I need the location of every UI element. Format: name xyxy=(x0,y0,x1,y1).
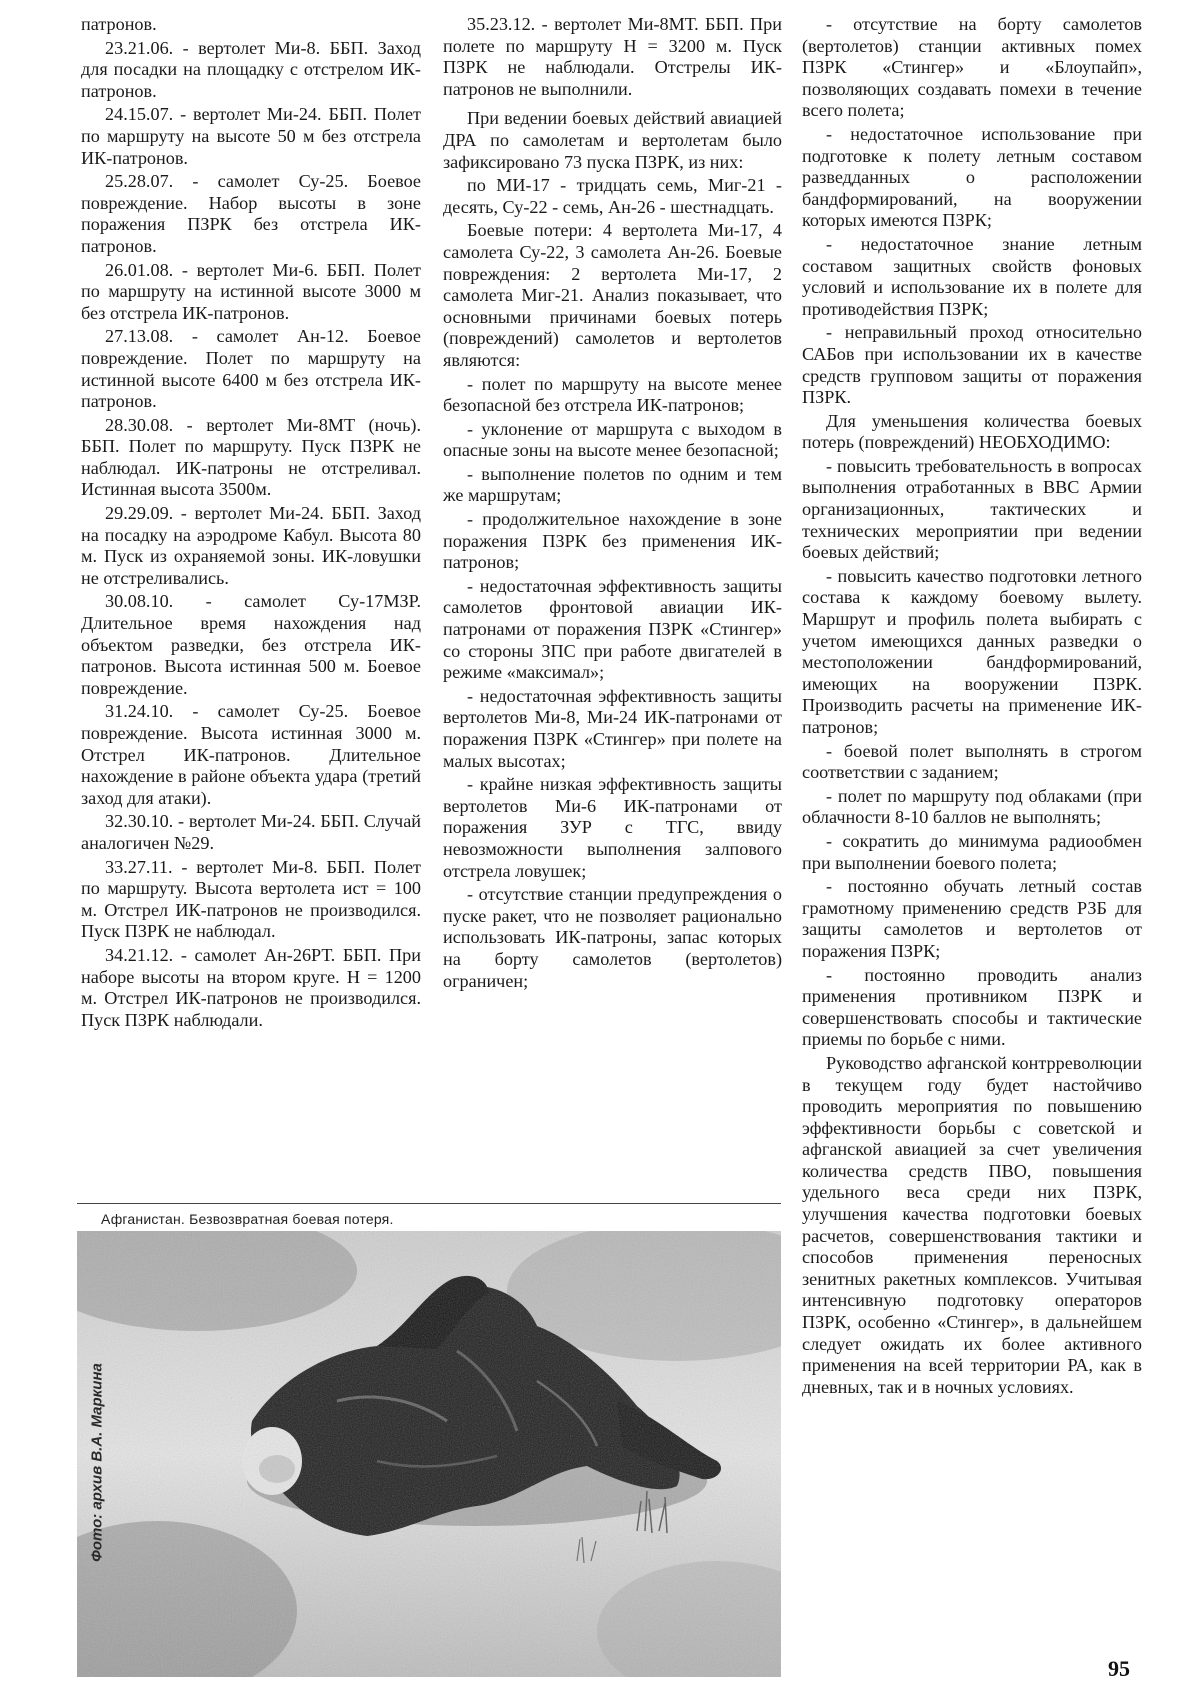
paragraph: - выполнение полетов по одним и тем же маршрутам; xyxy=(443,463,782,506)
paragraph: - крайне низкая эффективность защиты вертолетов Ми-6 ИК-патронами от поражения ЗУР с ТГС, ввиду невозможности выполнения залпового отстрела ловушек; xyxy=(443,774,782,881)
paragraph: патронов. xyxy=(81,14,157,34)
paragraph: 32.30.10. - вертолет Ми-24. ББП. Случай аналогичен №29. xyxy=(81,811,421,853)
text-column-left xyxy=(81,14,421,1033)
paragraph: - повысить требовательность в вопросах выполнения отработанных в ВВС Армии организационных, тактических и технических мероприятии при ведении боевых действий; xyxy=(802,455,1142,563)
text-column-middle xyxy=(443,14,782,994)
paragraph: - недостаточное знание летным составом защитных свойств фоновых условий и использование их в полете для противодействия ПЗРК; xyxy=(802,233,1142,319)
paragraph: 33.27.11. - вертолет Ми-8. ББП. Полет по маршруту. Высота вертолета ист = 100 м. Отстрел ИК-патронов не производился. Пуск ПЗРК не наблюдал. xyxy=(81,856,421,942)
paragraph: - полет по маршруту под облаками (при облачности 8-10 баллов не выполнять; xyxy=(802,785,1142,828)
paragraph: 26.01.08. - вертолет Ми-6. ББП. Полет по маршруту на истинной высоте 3000 м без отстрела ИК-патронов. xyxy=(81,259,421,323)
photo-credit: Фото: архив В.А. Маркина xyxy=(88,1363,106,1562)
paragraph: - боевой полет выполнять в строгом соответствии с заданием; xyxy=(802,740,1142,783)
paragraph: 29.29.09. - вертолет Ми-24. ББП. Заход на посадку на аэродроме Кабул. Высота 80 м. Пуск из охраняемой зоны. ИК-ловушки не отстреливались. xyxy=(81,503,421,588)
paragraph: 28.30.08. - вертолет Ми-8МТ (ночь). ББП. Полет по маршруту. Пуск ПЗРК не наблюдал. ИК-патроны не отстреливал. Истинная высота 3500м. xyxy=(81,414,421,500)
paragraph: - повысить качество подготовки летного состава к каждому боевому вылету. Маршрут и профиль полета выбирать с учетом имеющихся данных разведки о местоположении бандформирований, имеющих на вооружении ПЗРК. Производить расчеты на применение ИК-патронов; xyxy=(802,565,1142,737)
paragraph: 31.24.10. - самолет Су-25. Боевое повреждение. Высота истинная 3000 м. Отстрел ИК-патронов. Длительное нахождение в районе объекта удара (третий заход для атаки). xyxy=(81,701,421,808)
paragraph: Боевые потери: 4 вертолета Ми-17, 4 самолета Су-22, 3 самолета Ан-26. Боевые повреждения: 2 вертолета Ми-17, 2 самолета Миг-21. Анализ показывает, что основными причинами боевых потерь (повреждений) самолетов и вертолетов являются: xyxy=(443,220,782,370)
paragraph: - неправильный проход относительно САБов при использовании их в качестве средств групповом защиты от поражения ПЗРК. xyxy=(802,322,1142,408)
paragraph: - сократить до минимума радиообмен при выполнении боевого полета; xyxy=(802,830,1142,873)
page-number: 95 xyxy=(1108,1656,1130,1681)
text-column-right xyxy=(802,14,1142,1400)
paragraph: - полет по маршруту на высоте менее безопасной без отстрела ИК-патронов; xyxy=(443,373,782,416)
paragraph: - недостаточная эффективность защиты вертолетов Ми-8, Ми-24 ИК-патронами от поражения ПЗРК «Стингер» при полете на малых высотах; xyxy=(443,685,782,771)
paragraph: - постоянно проводить анализ применения противником ПЗРК и совершенствовать способы и тактические приемы по борьбе с ними. xyxy=(802,964,1142,1050)
paragraph: 30.08.10. - самолет Су-17МЗР. Длительное время нахождения над объектом разведки, без отстрела ИК-патронов. Высота истинная 500 м. Боевое повреждение. xyxy=(81,591,421,698)
paragraph: 25.28.07. - самолет Су-25. Боевое повреждение. Набор высоты в зоне поражения ПЗРК без отстрела ИК-патронов. xyxy=(81,171,421,256)
paragraph: - отсутствие на борту самолетов (вертолетов) станции активных помех ПЗРК «Стингер» и «Блоупайп», позволяющих создавать помехи в течение всего полета; xyxy=(802,14,1142,121)
photo-illustration xyxy=(77,1231,781,1677)
paragraph: Руководство афганской контрреволюции в текущем году будет настойчиво проводить мероприятия по повышению эффективности борьбы с советской и афганской авиацией за счет увеличения количества средств ПВО, повышения удельного веса среди них ПЗРК, улучшения качества подготовки боевых расчетов, совершенствования тактики и способов применения переносных зенитных ракетных комплексов. Учитывая интенсивную подготовку операторов ПЗРК, особенно «Стингер», в дальнейшем следует ожидать их более активного применения на всей территории РА, как в дневных, так и в ночных условиях. xyxy=(802,1052,1142,1397)
paragraph: - недостаточная эффективность защиты самолетов фронтовой авиации ИК-патронами от поражения ПЗРК «Стингер» со стороны ЗПС при работе двигателей в режиме «максимал»; xyxy=(443,575,782,683)
paragraph: Для уменьшения количества боевых потерь (повреждений) НЕОБХОДИМО: xyxy=(802,410,1142,453)
paragraph: 23.21.06. - вертолет Ми-8. ББП. Заход для посадки на площадку с отстрелом ИК-патронов. xyxy=(81,37,421,101)
paragraph: 35.23.12. - вертолет Ми-8МТ. ББП. При полете по маршруту Н = 3200 м. Пуск ПЗРК не наблюдали. Отстрелы ИК-патронов не выполнили. xyxy=(443,14,782,99)
paragraph: - уклонение от маршрута с выходом в опасные зоны на высоте менее безопасной; xyxy=(443,418,782,461)
photo-figure xyxy=(77,1203,781,1677)
paragraph: - отсутствие станции предупреждения о пуске ракет, что не позволяет рационально использовать ИК-патроны, запас которых на борту самолетов (вертолетов) ограничен; xyxy=(443,884,782,991)
paragraph: 27.13.08. - самолет Ан-12. Боевое повреждение. Полет по маршруту на истинной высоте 6400 м без отстрела ИК-патронов. xyxy=(81,326,421,412)
paragraph: по МИ-17 - тридцать семь, Миг-21 - десять, Су-22 - семь, Ан-26 - шестнадцать. xyxy=(443,175,782,217)
figure-divider xyxy=(77,1203,781,1204)
paragraph: - постоянно обучать летный состав грамотному применению средств РЗБ для защиты самолетов и вертолетов от поражения ПЗРК; xyxy=(802,876,1142,961)
figure-caption: Афганистан. Безвозвратная боевая потеря. xyxy=(101,1211,394,1227)
paragraph: - продолжительное нахождение в зоне поражения ПЗРК без применения ИК-патронов; xyxy=(443,509,782,573)
paragraph: При ведении боевых действий авиацией ДРА по самолетам и вертолетам было зафиксировано 73 пуска ПЗРК, из них: xyxy=(443,108,782,172)
photo xyxy=(77,1231,781,1677)
paragraph: 34.21.12. - самолет Ан-26РТ. ББП. При наборе высоты на втором круге. Н = 1200 м. Отстрел ИК-патронов не производился. Пуск ПЗРК наблюдали. xyxy=(81,944,421,1030)
paragraph: - недостаточное использование при подготовке к полету летным составом разведданных о расположении бандформирований, на вооружении которых имеются ПЗРК; xyxy=(802,123,1142,231)
paragraph: 24.15.07. - вертолет Ми-24. ББП. Полет по маршруту на высоте 50 м без отстрела ИК-патронов. xyxy=(81,104,421,168)
